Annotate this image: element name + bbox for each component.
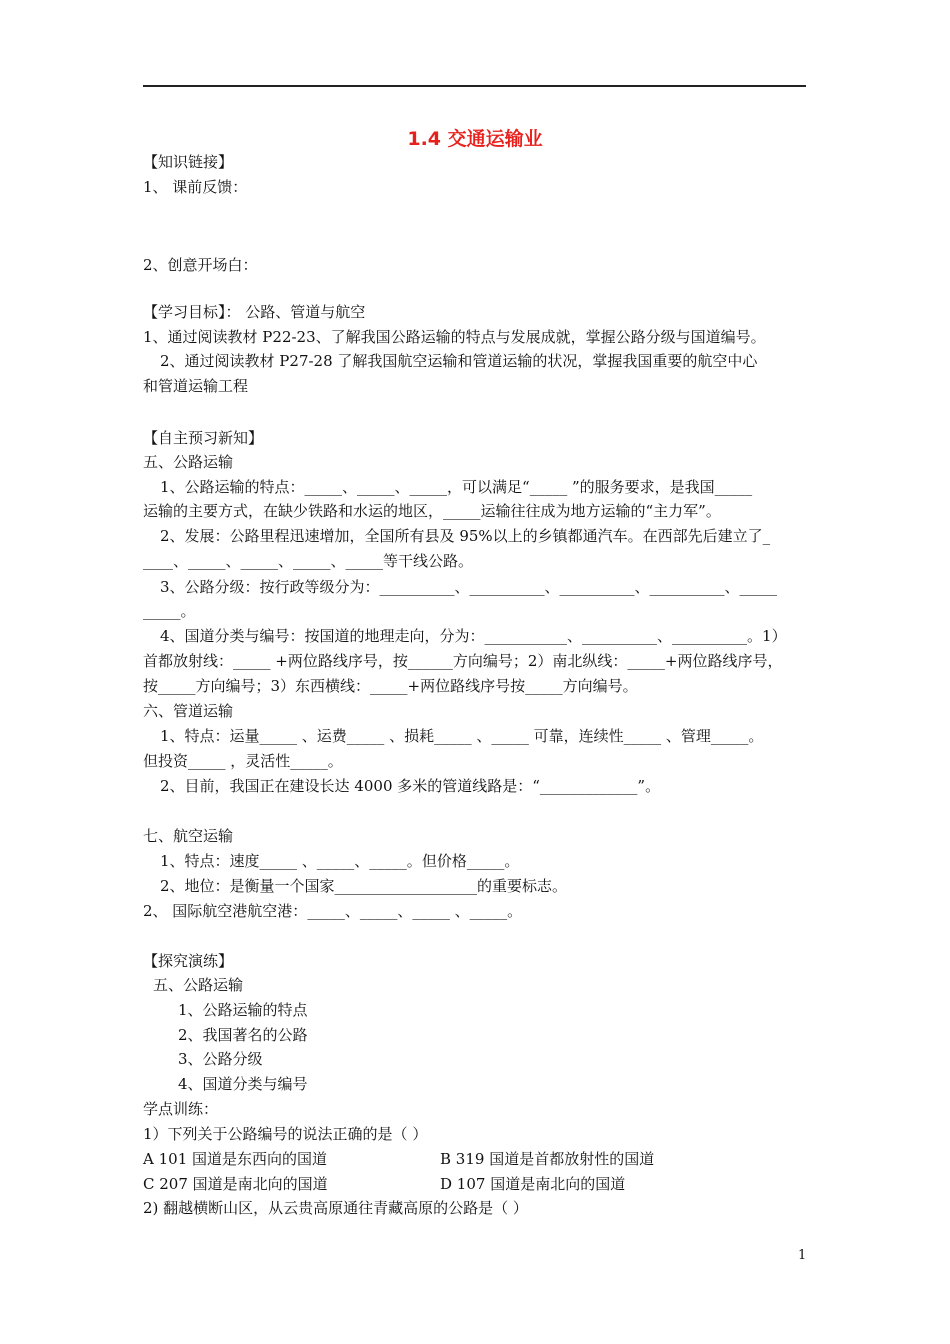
section-heading: 【探究演练】 xyxy=(143,952,234,970)
list-item: 4、国道分类与编号 xyxy=(178,1075,308,1093)
text-line: 学点训练： xyxy=(143,1100,219,1118)
text-line: 1、特点：运量_____ 、运费_____ 、损耗_____ 、_____ 可靠，连续性_____ 、管理_____。 xyxy=(160,727,764,745)
text-line: ____、_____、_____、_____、_____等干线公路。 xyxy=(143,552,474,570)
section-heading: 【自主预习新知】 xyxy=(143,429,264,447)
question: 2) 翻越横断山区，从云贵高原通往青藏高原的公路是（ ） xyxy=(143,1199,528,1217)
list-item: 3、公路分级 xyxy=(178,1050,263,1068)
page-title: 1.4 交通运输业 xyxy=(407,128,543,150)
answer-option-c: C 207 国道是南北向的国道 xyxy=(143,1175,328,1193)
text-line: 1、 课前反馈： xyxy=(143,178,248,196)
text-line: 但投资_____ ，灵活性_____。 xyxy=(143,752,343,770)
subsection-heading: 七、航空运输 xyxy=(143,827,234,845)
text-line: 2、创意开场白： xyxy=(143,256,258,274)
question: 1）下列关于公路编号的说法正确的是（ ） xyxy=(143,1125,428,1143)
list-item: 2、我国著名的公路 xyxy=(178,1026,308,1044)
header-rule xyxy=(143,85,806,87)
text-line: 1、公路运输的特点：_____、_____、_____，可以满足“_____ ”的服务要求，是我国_____ xyxy=(160,478,753,496)
text-line: _____。 xyxy=(143,602,196,620)
text-line: 2、 国际航空港航空港：_____、_____、_____ 、_____。 xyxy=(143,902,523,920)
text-line: 运输的主要方式，在缺少铁路和水运的地区，_____运输往往成为地方运输的“主力军”。 xyxy=(143,502,721,520)
subsection-heading: 五、公路运输 xyxy=(143,453,234,471)
text-line: 2、目前，我国正在建设长达 4000 多米的管道线路是：“_____________”。 xyxy=(160,777,661,795)
text-line: 2、地位：是衡量一个国家___________________的重要标志。 xyxy=(160,877,568,895)
subsection-heading: 五、公路运输 xyxy=(153,976,244,994)
text-line: 1、通过阅读教材 P22-23、了解我国公路运输的特点与发展成就，掌握公路分级与国道编号。 xyxy=(143,328,766,346)
text-line: 按_____方向编号；3）东西横线：_____+两位路线序号按_____方向编号。 xyxy=(143,677,638,695)
text-line: 2、发展：公路里程迅速增加，全国所有县及 95%以上的乡镇都通汽车。在西部先后建立了_ xyxy=(160,527,771,545)
answer-option-d: D 107 国道是南北向的国道 xyxy=(440,1175,626,1193)
text-line: 1、特点：速度_____ 、_____、_____。但价格_____。 xyxy=(160,852,520,870)
text-line: 4、国道分类与编号：按国道的地理走向，分为：___________、__________、__________。1） xyxy=(160,627,787,645)
answer-option-b: B 319 国道是首都放射性的国道 xyxy=(440,1150,655,1168)
text-line: 和管道运输工程 xyxy=(143,377,249,395)
subsection-heading: 六、管道运输 xyxy=(143,702,234,720)
text-line: 3、公路分级：按行政等级分为：__________、__________、__________、__________、_____ xyxy=(160,578,778,596)
answer-option-a: A 101 国道是东西向的国道 xyxy=(143,1150,327,1168)
text-line: 首都放射线：_____ +两位路线序号，按______方向编号；2）南北纵线：_____+两位路线序号， xyxy=(143,652,783,670)
page-number: 1 xyxy=(798,1248,807,1263)
list-item: 1、公路运输的特点 xyxy=(178,1001,308,1019)
section-heading: 【学习目标】： 公路、管道与航空 xyxy=(143,303,366,321)
section-heading: 【知识链接】 xyxy=(143,153,234,171)
text-line: 2、通过阅读教材 P27-28 了解我国航空运输和管道运输的状况，掌握我国重要的航空中心 xyxy=(160,352,758,370)
